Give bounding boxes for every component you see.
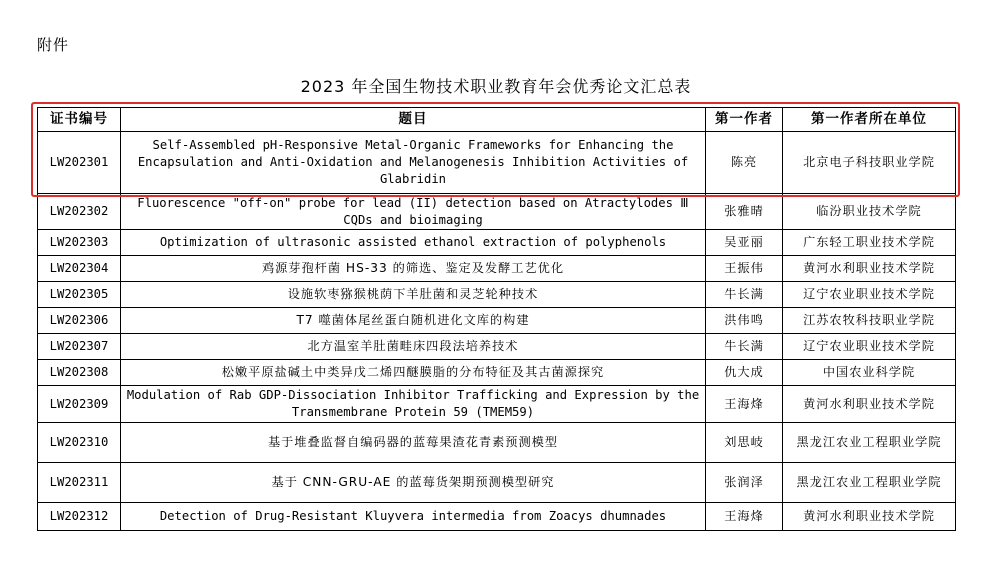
first-author: 洪伟鸣 xyxy=(706,308,783,334)
first-author: 张润泽 xyxy=(706,463,783,503)
cert-id: LW202301 xyxy=(38,132,121,194)
author-unit: 黑龙江农业工程职业学院 xyxy=(783,423,956,463)
award-table xyxy=(37,107,956,531)
first-author: 王海烽 xyxy=(706,503,783,531)
header-unit: 第一作者所在单位 xyxy=(783,108,956,132)
first-author: 仇大成 xyxy=(706,360,783,386)
cert-id: LW202312 xyxy=(38,503,121,531)
first-author: 王海烽 xyxy=(706,386,783,423)
author-unit: 辽宁农业职业技术学院 xyxy=(783,282,956,308)
author-unit: 北京电子科技职业学院 xyxy=(783,132,956,194)
cert-id: LW202305 xyxy=(38,282,121,308)
document-title: 2023 年全国生物技术职业教育年会优秀论文汇总表 xyxy=(300,77,692,96)
attachment-label: 附件 xyxy=(37,36,70,54)
first-author: 王振伟 xyxy=(706,256,783,282)
first-author: 牛长满 xyxy=(706,334,783,360)
author-unit: 临汾职业技术学院 xyxy=(783,194,956,230)
table-row xyxy=(38,423,956,463)
cert-id: LW202309 xyxy=(38,386,121,423)
table-row xyxy=(38,132,956,194)
author-unit: 辽宁农业职业技术学院 xyxy=(783,334,956,360)
cert-id: LW202302 xyxy=(38,194,121,230)
first-author: 陈亮 xyxy=(706,132,783,194)
paper-title: Fluorescence "off-on" probe for lead (II) detection based on Atractylodes Ⅲ CQDs and bioimaging xyxy=(121,194,706,230)
cert-id: LW202311 xyxy=(38,463,121,503)
paper-title: 基于 CNN-GRU-AE 的蓝莓货架期预测模型研究 xyxy=(121,463,706,503)
cert-id: LW202310 xyxy=(38,423,121,463)
first-author: 张雅晴 xyxy=(706,194,783,230)
header-author: 第一作者 xyxy=(706,108,783,132)
header-title: 题目 xyxy=(121,108,706,132)
table-row xyxy=(38,503,956,531)
paper-title: T7 噬菌体尾丝蛋白随机进化文库的构建 xyxy=(121,308,706,334)
cert-id: LW202308 xyxy=(38,360,121,386)
author-unit: 黄河水利职业技术学院 xyxy=(783,503,956,531)
table-row xyxy=(38,256,956,282)
paper-title: Self-Assembled pH-Responsive Metal-Organic Frameworks for Enhancing the Encapsulation and Anti-Oxidation and Melanogenesis Inhibition Activities of Glabridin xyxy=(121,132,706,194)
header-id: 证书编号 xyxy=(38,108,121,132)
table-row xyxy=(38,282,956,308)
table-row xyxy=(38,463,956,503)
first-author: 吴亚丽 xyxy=(706,230,783,256)
cert-id: LW202303 xyxy=(38,230,121,256)
first-author: 刘思岐 xyxy=(706,423,783,463)
paper-title: Modulation of Rab GDP-Dissociation Inhibitor Trafficking and Expression by the Transmembrane Protein 59 (TMEM59) xyxy=(121,386,706,423)
table-row xyxy=(38,194,956,230)
table-row xyxy=(38,334,956,360)
table-header-row xyxy=(38,108,956,132)
author-unit: 黄河水利职业技术学院 xyxy=(783,256,956,282)
author-unit: 中国农业科学院 xyxy=(783,360,956,386)
cert-id: LW202304 xyxy=(38,256,121,282)
author-unit: 广东轻工职业技术学院 xyxy=(783,230,956,256)
table-row xyxy=(38,230,956,256)
paper-title: Optimization of ultrasonic assisted ethanol extraction of polyphenols xyxy=(121,230,706,256)
first-author: 牛长满 xyxy=(706,282,783,308)
table-row xyxy=(38,360,956,386)
table-row xyxy=(38,386,956,423)
paper-title: 基于堆叠监督自编码器的蓝莓果渣花青素预测模型 xyxy=(121,423,706,463)
author-unit: 黑龙江农业工程职业学院 xyxy=(783,463,956,503)
table-row xyxy=(38,308,956,334)
paper-title: 北方温室羊肚菌畦床四段法培养技术 xyxy=(121,334,706,360)
cert-id: LW202307 xyxy=(38,334,121,360)
paper-title: 设施软枣猕猴桃荫下羊肚菌和灵芝轮种技术 xyxy=(121,282,706,308)
paper-title: 松嫩平原盐碱土中类异戊二烯四醚膜脂的分布特征及其古菌源探究 xyxy=(121,360,706,386)
cert-id: LW202306 xyxy=(38,308,121,334)
author-unit: 江苏农牧科技职业学院 xyxy=(783,308,956,334)
author-unit: 黄河水利职业技术学院 xyxy=(783,386,956,423)
paper-title: 鸡源芽孢杆菌 HS-33 的筛选、鉴定及发酵工艺优化 xyxy=(121,256,706,282)
paper-title: Detection of Drug-Resistant Kluyvera intermedia from Zoacys dhumnades xyxy=(121,503,706,531)
